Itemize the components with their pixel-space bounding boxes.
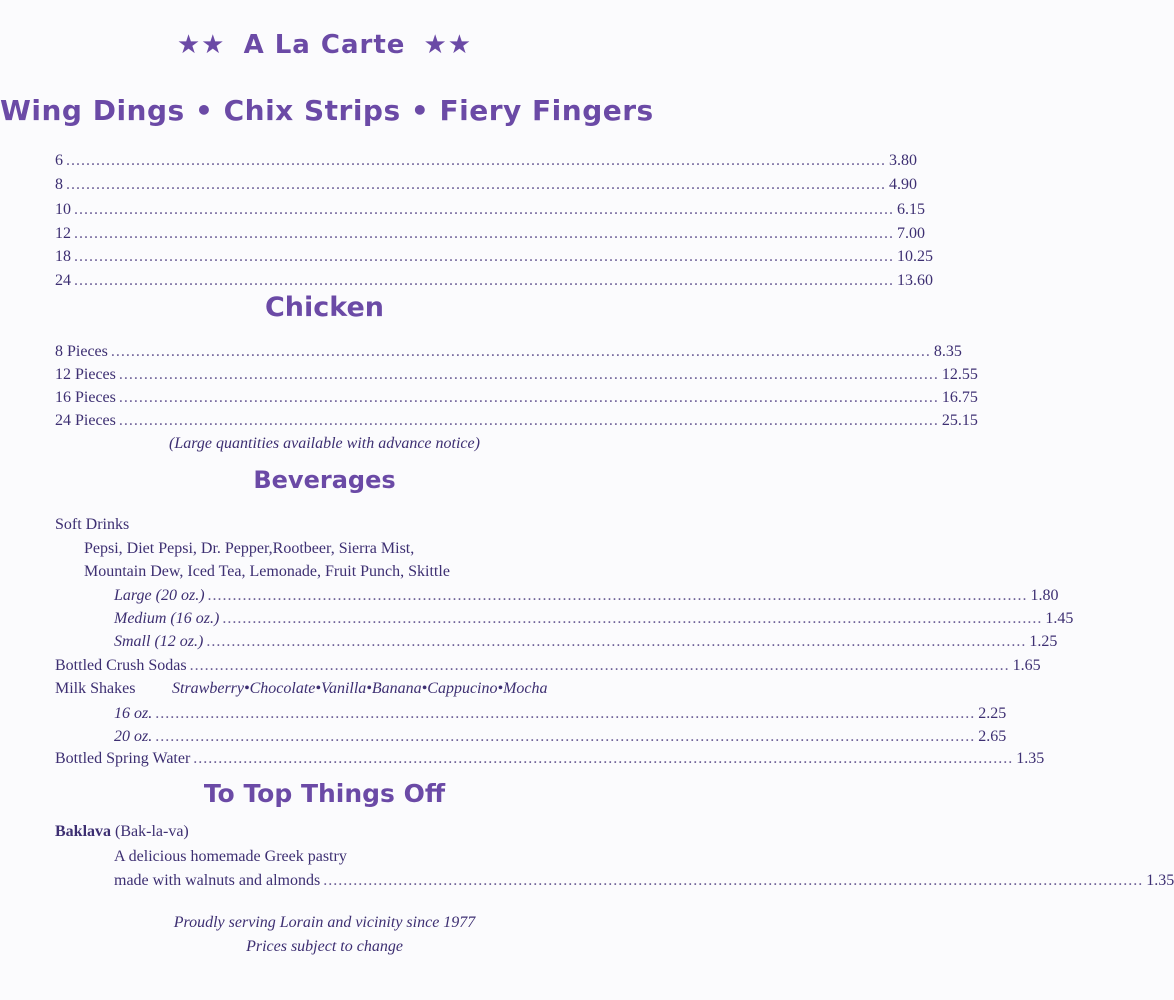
- dot-leader: ....................................................................................................................................................................: [155, 728, 976, 745]
- dot-leader: ....................................................................................................................................................................: [222, 610, 1043, 627]
- dot-leader: ....................................................................................................................................................................: [118, 412, 939, 429]
- dot-leader: ....................................................................................................................................................................: [74, 248, 894, 265]
- soft-drinks-flavors-line-2: Mountain Dew, Iced Tea, Lemonade, Fruit Punch, Skittle: [84, 563, 450, 580]
- dessert-section-title: To Top Things Off: [203, 779, 446, 808]
- dot-leader: ....................................................................................................................................................................: [110, 343, 931, 360]
- item-price: 12.55: [941, 366, 978, 383]
- soft-drink-size-medium: [114, 608, 1074, 630]
- chicken-row-16: [55, 387, 978, 409]
- item-label: Bottled Crush Sodas: [55, 657, 187, 674]
- spring-water-row: [55, 748, 1045, 770]
- item-label: 20 oz.: [114, 728, 153, 745]
- dot-leader: ....................................................................................................................................................................: [74, 201, 894, 218]
- dot-leader: ....................................................................................................................................................................: [193, 750, 1014, 767]
- item-label: Medium (16 oz.): [114, 610, 220, 627]
- a-la-carte-heading: [0, 30, 649, 60]
- footer-prices-note: Prices subject to change: [246, 938, 403, 955]
- wings-row-10: [55, 199, 925, 221]
- milk-shakes-flavors: Strawberry•Chocolate•Vanilla•Banana•Cappucino•Mocha: [172, 680, 548, 697]
- item-label: Small (12 oz.): [114, 633, 204, 650]
- star-icon-right: ★★: [423, 30, 473, 60]
- dot-leader: ....................................................................................................................................................................: [206, 633, 1027, 650]
- chicken-section-title: Chicken: [264, 292, 385, 323]
- milk-shakes-label: Milk Shakes: [55, 680, 136, 697]
- item-label: 8: [55, 176, 63, 193]
- milk-shake-size-20: [114, 726, 1007, 748]
- dot-leader: ....................................................................................................................................................................: [118, 366, 939, 383]
- dot-leader: ....................................................................................................................................................................: [66, 152, 886, 169]
- milk-shake-size-16: [114, 703, 1007, 725]
- chicken-row-24: [55, 410, 978, 432]
- dot-leader: ....................................................................................................................................................................: [74, 272, 894, 289]
- item-label: 8 Pieces: [55, 343, 108, 360]
- item-price: 7.00: [897, 225, 925, 242]
- a-la-carte-title: A La Carte: [243, 30, 406, 60]
- beverages-section-title: Beverages: [253, 466, 396, 494]
- star-icon-left: ★★: [176, 30, 226, 60]
- chicken-row-8: [55, 341, 962, 363]
- footer-since: Proudly serving Lorain and vicinity since 1977: [173, 914, 476, 931]
- item-price: 3.80: [889, 152, 917, 169]
- item-price: 2.25: [978, 705, 1007, 722]
- item-label: 16 oz.: [114, 705, 153, 722]
- item-label: 16 Pieces: [55, 389, 116, 406]
- item-label: 12 Pieces: [55, 366, 116, 383]
- item-price: 16.75: [941, 389, 978, 406]
- dot-leader: ....................................................................................................................................................................: [74, 225, 894, 242]
- item-label: 24: [55, 272, 71, 289]
- item-price: 1.25: [1029, 633, 1058, 650]
- baklava-pronunciation: (Bak-la-va): [115, 823, 189, 840]
- item-price: 1.65: [1012, 657, 1041, 674]
- dot-leader: ....................................................................................................................................................................: [323, 872, 1144, 889]
- item-price: 8.35: [933, 343, 962, 360]
- item-label: 18: [55, 248, 71, 265]
- soft-drinks-label: Soft Drinks: [55, 516, 130, 533]
- item-price: 1.35: [1016, 750, 1045, 767]
- baklava-name: Baklava: [55, 823, 112, 840]
- item-price: 25.15: [941, 412, 978, 429]
- item-price: 1.35: [1146, 872, 1174, 889]
- wings-section-title: Wing Dings • Chix Strips • Fiery Fingers: [0, 94, 654, 127]
- chicken-note: (Large quantities available with advance notice): [169, 435, 480, 452]
- item-price: 10.25: [897, 248, 933, 265]
- baklava-description-2: made with walnuts and almonds: [114, 872, 321, 889]
- dot-leader: ....................................................................................................................................................................: [189, 657, 1010, 674]
- item-price: 6.15: [897, 201, 925, 218]
- item-label: 24 Pieces: [55, 412, 116, 429]
- soft-drink-size-small: [114, 631, 1058, 653]
- chicken-row-12: [55, 364, 978, 386]
- item-price: 1.45: [1045, 610, 1074, 627]
- crush-sodas-row: [55, 655, 1041, 677]
- wings-row-8: [55, 174, 917, 196]
- item-label: Large (20 oz.): [114, 587, 205, 604]
- wings-row-12: [55, 223, 925, 245]
- item-label: 6: [55, 152, 63, 169]
- item-label: Bottled Spring Water: [55, 750, 191, 767]
- dot-leader: ....................................................................................................................................................................: [155, 705, 976, 722]
- baklava-row: [114, 870, 1174, 892]
- item-price: 4.90: [889, 176, 917, 193]
- dot-leader: ....................................................................................................................................................................: [207, 587, 1028, 604]
- item-price: 13.60: [897, 272, 933, 289]
- dot-leader: ....................................................................................................................................................................: [66, 176, 886, 193]
- wings-row-18: [55, 246, 933, 268]
- soft-drinks-flavors-line-1: Pepsi, Diet Pepsi, Dr. Pepper,Rootbeer, Sierra Mist,: [84, 540, 415, 557]
- item-label: 12: [55, 225, 71, 242]
- baklava-heading: [55, 821, 189, 843]
- item-label: 10: [55, 201, 71, 218]
- dot-leader: ....................................................................................................................................................................: [118, 389, 939, 406]
- soft-drink-size-large: [114, 585, 1059, 607]
- item-price: 2.65: [978, 728, 1007, 745]
- wings-row-6: [55, 150, 917, 172]
- wings-row-24: [55, 270, 933, 292]
- item-price: 1.80: [1030, 587, 1059, 604]
- baklava-description-1: A delicious homemade Greek pastry: [114, 848, 347, 865]
